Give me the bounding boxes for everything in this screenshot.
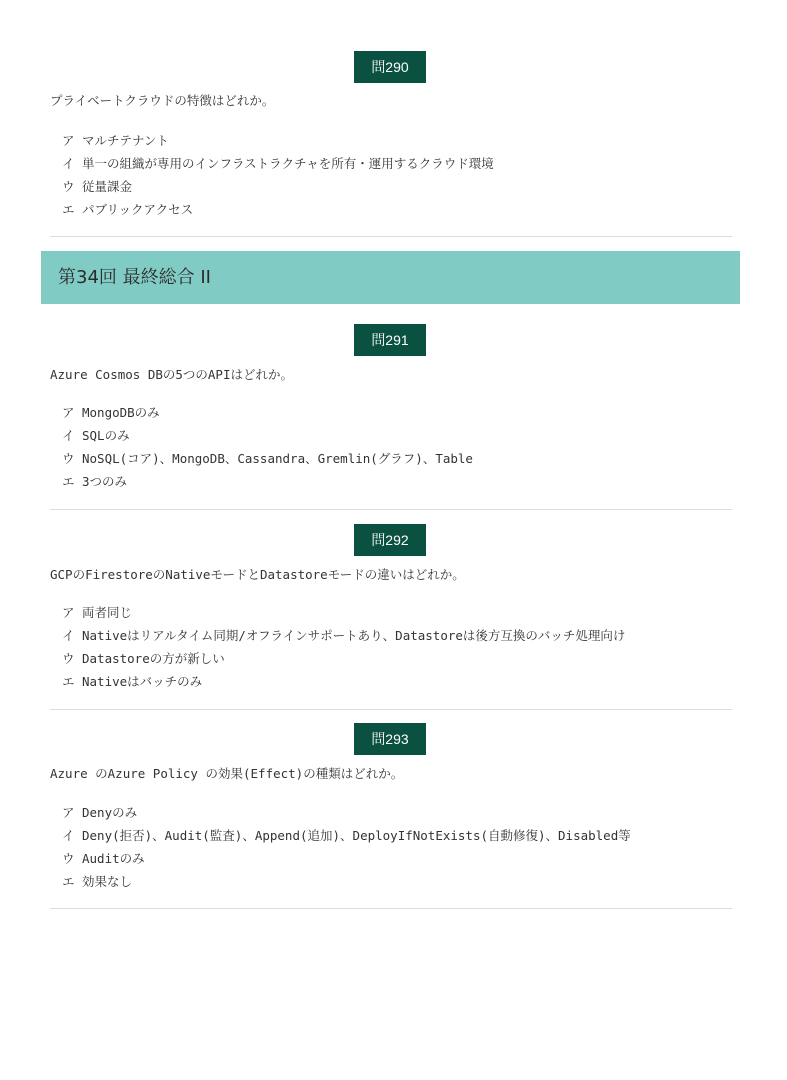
question-number-badge: 問293: [354, 723, 426, 755]
answer-option: [62, 155, 494, 173]
question-number-badge: 問291: [354, 324, 426, 356]
option-text: Auditのみ: [82, 851, 145, 866]
option-text: マルチテナント: [82, 133, 169, 148]
option-text: SQLのみ: [82, 428, 130, 443]
answer-option: [62, 427, 130, 445]
answer-option: [62, 473, 127, 491]
answer-option: [62, 804, 137, 822]
option-key: イ: [62, 628, 75, 643]
answer-option: [62, 450, 473, 468]
question-number-badge: 問290: [354, 51, 426, 83]
answer-option: [62, 201, 193, 219]
option-key: イ: [62, 428, 75, 443]
option-text: 効果なし: [82, 874, 133, 889]
answer-option: [62, 673, 202, 691]
answer-option: [62, 627, 625, 645]
option-text: 単一の組織が専用のインフラストラクチャを所有・運用するクラウド環境: [82, 156, 494, 171]
answer-option: [62, 873, 132, 891]
divider: [50, 236, 732, 237]
answer-option: [62, 850, 145, 868]
answer-option: [62, 178, 132, 196]
option-key: ウ: [62, 651, 75, 666]
section-banner: [41, 251, 740, 304]
option-key: エ: [62, 674, 75, 689]
option-text: 従量課金: [82, 179, 133, 194]
section-title: 第34回 最終総合 II: [58, 267, 211, 288]
option-text: Denyのみ: [82, 805, 138, 820]
option-key: ウ: [62, 451, 75, 466]
option-key: ア: [62, 133, 75, 148]
question-text: プライベートクラウドの特徴はどれか。: [50, 93, 275, 108]
answer-option: [62, 650, 225, 668]
answer-option: [62, 132, 169, 150]
divider: [50, 908, 732, 909]
option-text: 両者同じ: [82, 605, 133, 620]
option-text: Nativeはリアルタイム同期/オフラインサポートあり、Datastoreは後方互換のバッチ処理向け: [82, 628, 626, 643]
option-key: イ: [62, 828, 75, 843]
answer-option: [62, 604, 132, 622]
option-key: エ: [62, 474, 75, 489]
answer-option: [62, 404, 160, 422]
answer-option: [62, 827, 631, 845]
option-text: Datastoreの方が新しい: [82, 651, 225, 666]
question-text: Azure のAzure Policy の効果(Effect)の種類はどれか。: [50, 766, 404, 781]
option-key: ア: [62, 605, 75, 620]
question-number-badge: 問292: [354, 524, 426, 556]
option-key: ウ: [62, 851, 75, 866]
option-key: ア: [62, 405, 75, 420]
option-key: イ: [62, 156, 75, 171]
option-key: ア: [62, 805, 75, 820]
option-key: エ: [62, 202, 75, 217]
option-text: NoSQL(コア)、MongoDB、Cassandra、Gremlin(グラフ)、Table: [82, 451, 473, 466]
option-key: ウ: [62, 179, 75, 194]
option-text: 3つのみ: [82, 474, 128, 489]
question-text: GCPのFirestoreのNativeモードとDatastoreモードの違いはどれか。: [50, 567, 465, 582]
option-key: エ: [62, 874, 75, 889]
question-text: Azure Cosmos DBの5つのAPIはどれか。: [50, 367, 293, 382]
option-text: MongoDBのみ: [82, 405, 160, 420]
divider: [50, 509, 732, 510]
option-text: Nativeはバッチのみ: [82, 674, 203, 689]
option-text: パブリックアクセス: [82, 202, 194, 217]
divider: [50, 709, 732, 710]
option-text: Deny(拒否)、Audit(監査)、Append(追加)、DeployIfNotExists(自動修復)、Disabled等: [82, 828, 631, 843]
